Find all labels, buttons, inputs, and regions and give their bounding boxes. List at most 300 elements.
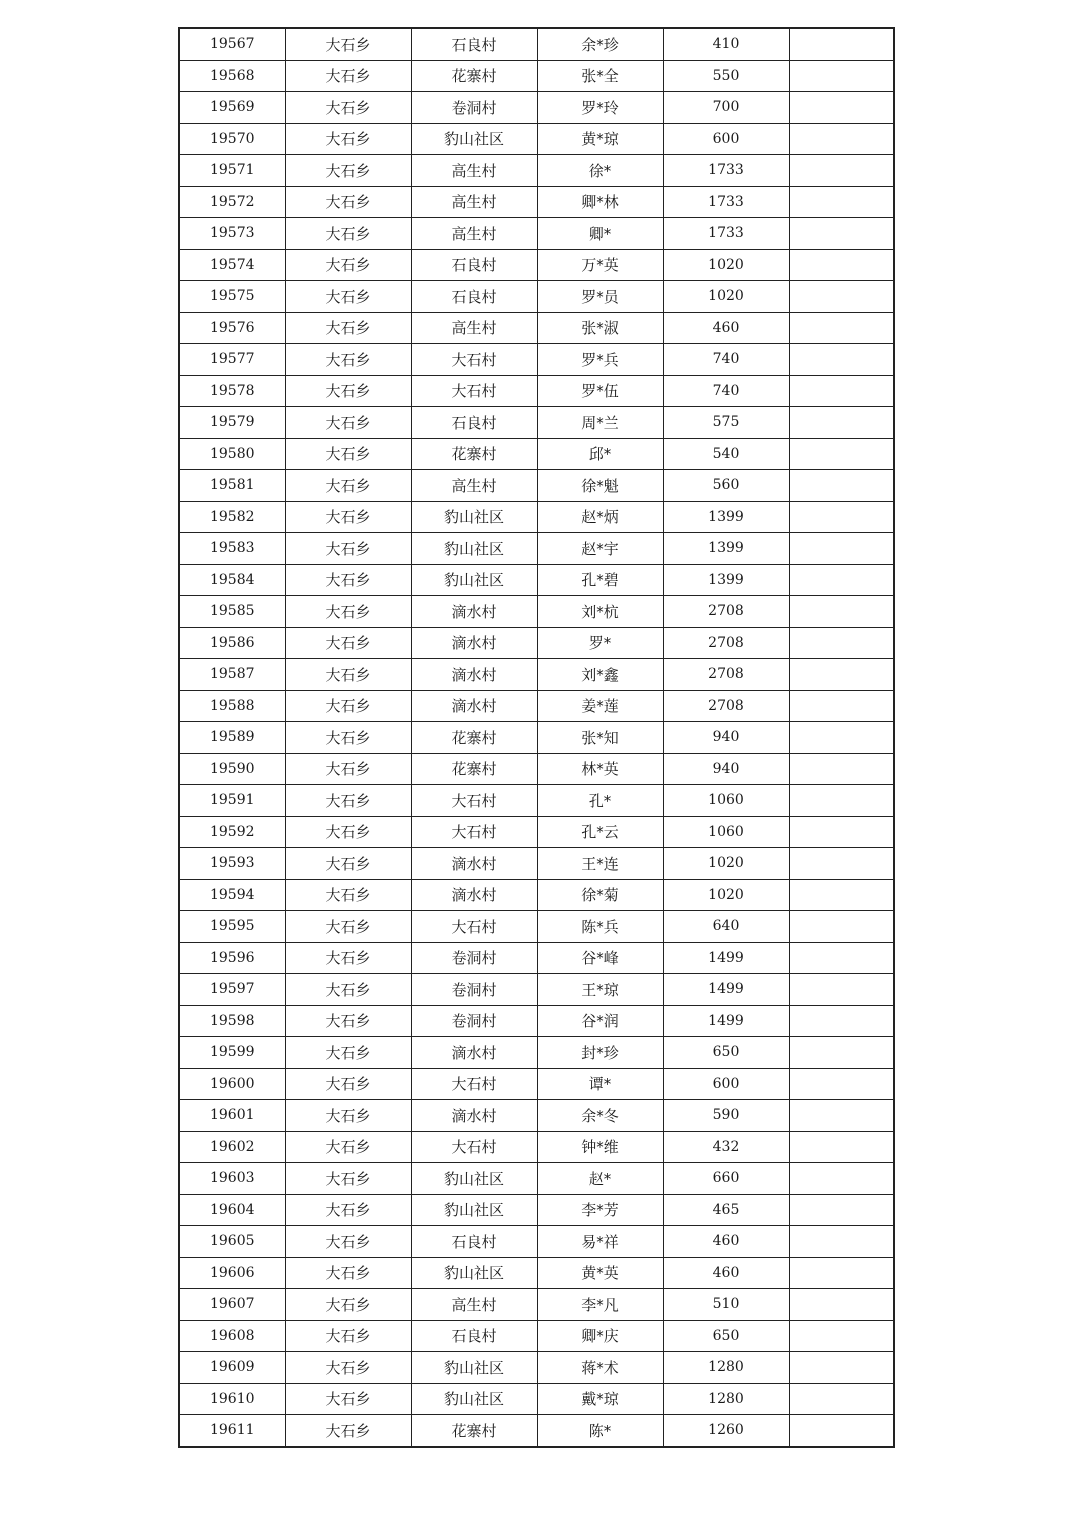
village-cell: 石良村 xyxy=(411,407,537,439)
remarks-cell xyxy=(789,1163,894,1195)
amount-cell: 1020 xyxy=(663,879,789,911)
village-cell: 卷洞村 xyxy=(411,942,537,974)
amount-cell: 1020 xyxy=(663,249,789,281)
table-row xyxy=(179,659,894,691)
serial-number-cell: 19576 xyxy=(179,312,285,344)
table-row xyxy=(179,155,894,187)
name-cell: 黄*英 xyxy=(537,1257,663,1289)
remarks-cell xyxy=(789,1320,894,1352)
name-cell: 谭* xyxy=(537,1068,663,1100)
remarks-cell xyxy=(789,1383,894,1415)
village-cell: 大石村 xyxy=(411,1068,537,1100)
village-cell: 滴水村 xyxy=(411,596,537,628)
serial-number-cell: 19571 xyxy=(179,155,285,187)
serial-number-cell: 19572 xyxy=(179,186,285,218)
amount-cell: 560 xyxy=(663,470,789,502)
table-row xyxy=(179,1100,894,1132)
township-cell: 大石乡 xyxy=(285,1068,411,1100)
remarks-cell xyxy=(789,1194,894,1226)
amount-cell: 940 xyxy=(663,722,789,754)
name-cell: 赵*宇 xyxy=(537,533,663,565)
township-cell: 大石乡 xyxy=(285,218,411,250)
table-row xyxy=(179,1005,894,1037)
table-row xyxy=(179,1352,894,1384)
amount-cell: 1280 xyxy=(663,1352,789,1384)
remarks-cell xyxy=(789,501,894,533)
township-cell: 大石乡 xyxy=(285,974,411,1006)
serial-number-cell: 19591 xyxy=(179,785,285,817)
remarks-cell xyxy=(789,596,894,628)
village-cell: 石良村 xyxy=(411,28,537,60)
village-cell: 滴水村 xyxy=(411,627,537,659)
serial-number-cell: 19587 xyxy=(179,659,285,691)
table-row xyxy=(179,501,894,533)
table-row xyxy=(179,596,894,628)
serial-number-cell: 19573 xyxy=(179,218,285,250)
township-cell: 大石乡 xyxy=(285,1320,411,1352)
serial-number-cell: 19589 xyxy=(179,722,285,754)
village-cell: 大石村 xyxy=(411,911,537,943)
amount-cell: 2708 xyxy=(663,627,789,659)
name-cell: 卿* xyxy=(537,218,663,250)
serial-number-cell: 19602 xyxy=(179,1131,285,1163)
serial-number-cell: 19581 xyxy=(179,470,285,502)
serial-number-cell: 19575 xyxy=(179,281,285,313)
remarks-cell xyxy=(789,533,894,565)
name-cell: 李*芳 xyxy=(537,1194,663,1226)
village-cell: 石良村 xyxy=(411,249,537,281)
serial-number-cell: 19580 xyxy=(179,438,285,470)
amount-cell: 1399 xyxy=(663,564,789,596)
amount-cell: 410 xyxy=(663,28,789,60)
township-cell: 大石乡 xyxy=(285,1005,411,1037)
table-row xyxy=(179,1415,894,1447)
name-cell: 罗*玲 xyxy=(537,92,663,124)
remarks-cell xyxy=(789,470,894,502)
name-cell: 徐*菊 xyxy=(537,879,663,911)
table-row xyxy=(179,1037,894,1069)
name-cell: 罗*伍 xyxy=(537,375,663,407)
serial-number-cell: 19605 xyxy=(179,1226,285,1258)
township-cell: 大石乡 xyxy=(285,596,411,628)
table-body xyxy=(179,28,894,1447)
village-cell: 高生村 xyxy=(411,186,537,218)
township-cell: 大石乡 xyxy=(285,1257,411,1289)
table-row xyxy=(179,312,894,344)
remarks-cell xyxy=(789,974,894,1006)
name-cell: 林*英 xyxy=(537,753,663,785)
township-cell: 大石乡 xyxy=(285,533,411,565)
township-cell: 大石乡 xyxy=(285,816,411,848)
remarks-cell xyxy=(789,1226,894,1258)
table-row xyxy=(179,1163,894,1195)
remarks-cell xyxy=(789,249,894,281)
table-row xyxy=(179,879,894,911)
name-cell: 卿*庆 xyxy=(537,1320,663,1352)
village-cell: 高生村 xyxy=(411,155,537,187)
village-cell: 大石村 xyxy=(411,375,537,407)
township-cell: 大石乡 xyxy=(285,1289,411,1321)
table-row xyxy=(179,690,894,722)
amount-cell: 1060 xyxy=(663,785,789,817)
serial-number-cell: 19569 xyxy=(179,92,285,124)
amount-cell: 590 xyxy=(663,1100,789,1132)
amount-cell: 940 xyxy=(663,753,789,785)
name-cell: 谷*润 xyxy=(537,1005,663,1037)
remarks-cell xyxy=(789,155,894,187)
remarks-cell xyxy=(789,1068,894,1100)
village-cell: 花寨村 xyxy=(411,60,537,92)
serial-number-cell: 19593 xyxy=(179,848,285,880)
remarks-cell xyxy=(789,1131,894,1163)
village-cell: 滴水村 xyxy=(411,848,537,880)
serial-number-cell: 19582 xyxy=(179,501,285,533)
name-cell: 王*琼 xyxy=(537,974,663,1006)
village-cell: 花寨村 xyxy=(411,438,537,470)
name-cell: 卿*林 xyxy=(537,186,663,218)
township-cell: 大石乡 xyxy=(285,407,411,439)
amount-cell: 460 xyxy=(663,1257,789,1289)
table-row xyxy=(179,785,894,817)
amount-cell: 1733 xyxy=(663,218,789,250)
remarks-cell xyxy=(789,1257,894,1289)
amount-cell: 700 xyxy=(663,92,789,124)
remarks-cell xyxy=(789,218,894,250)
table-row xyxy=(179,60,894,92)
table-row xyxy=(179,123,894,155)
township-cell: 大石乡 xyxy=(285,186,411,218)
remarks-cell xyxy=(789,438,894,470)
serial-number-cell: 19585 xyxy=(179,596,285,628)
village-cell: 花寨村 xyxy=(411,1415,537,1447)
remarks-cell xyxy=(789,281,894,313)
amount-cell: 640 xyxy=(663,911,789,943)
remarks-cell xyxy=(789,753,894,785)
township-cell: 大石乡 xyxy=(285,375,411,407)
name-cell: 罗*员 xyxy=(537,281,663,313)
amount-cell: 1499 xyxy=(663,974,789,1006)
village-cell: 卷洞村 xyxy=(411,92,537,124)
amount-cell: 432 xyxy=(663,1131,789,1163)
township-cell: 大石乡 xyxy=(285,564,411,596)
table-row xyxy=(179,407,894,439)
serial-number-cell: 19586 xyxy=(179,627,285,659)
amount-cell: 1280 xyxy=(663,1383,789,1415)
village-cell: 滴水村 xyxy=(411,879,537,911)
township-cell: 大石乡 xyxy=(285,249,411,281)
serial-number-cell: 19568 xyxy=(179,60,285,92)
table-row xyxy=(179,28,894,60)
village-cell: 滴水村 xyxy=(411,659,537,691)
village-cell: 大石村 xyxy=(411,1131,537,1163)
remarks-cell xyxy=(789,879,894,911)
serial-number-cell: 19588 xyxy=(179,690,285,722)
amount-cell: 600 xyxy=(663,123,789,155)
township-cell: 大石乡 xyxy=(285,312,411,344)
amount-cell: 1020 xyxy=(663,848,789,880)
remarks-cell xyxy=(789,690,894,722)
table-row xyxy=(179,1383,894,1415)
amount-cell: 550 xyxy=(663,60,789,92)
amount-cell: 460 xyxy=(663,312,789,344)
township-cell: 大石乡 xyxy=(285,60,411,92)
remarks-cell xyxy=(789,564,894,596)
village-cell: 豹山社区 xyxy=(411,1163,537,1195)
serial-number-cell: 19600 xyxy=(179,1068,285,1100)
township-cell: 大石乡 xyxy=(285,501,411,533)
name-cell: 李*凡 xyxy=(537,1289,663,1321)
name-cell: 罗*兵 xyxy=(537,344,663,376)
name-cell: 谷*峰 xyxy=(537,942,663,974)
township-cell: 大石乡 xyxy=(285,659,411,691)
village-cell: 滴水村 xyxy=(411,690,537,722)
serial-number-cell: 19595 xyxy=(179,911,285,943)
amount-cell: 740 xyxy=(663,375,789,407)
name-cell: 陈* xyxy=(537,1415,663,1447)
village-cell: 石良村 xyxy=(411,1226,537,1258)
village-cell: 石良村 xyxy=(411,281,537,313)
table-row xyxy=(179,627,894,659)
remarks-cell xyxy=(789,60,894,92)
table-row xyxy=(179,942,894,974)
name-cell: 钟*维 xyxy=(537,1131,663,1163)
table-row xyxy=(179,1194,894,1226)
table-row xyxy=(179,722,894,754)
remarks-cell xyxy=(789,186,894,218)
table-row xyxy=(179,911,894,943)
amount-cell: 460 xyxy=(663,1226,789,1258)
village-cell: 豹山社区 xyxy=(411,1352,537,1384)
township-cell: 大石乡 xyxy=(285,438,411,470)
remarks-cell xyxy=(789,92,894,124)
village-cell: 高生村 xyxy=(411,218,537,250)
name-cell: 周*兰 xyxy=(537,407,663,439)
table-row xyxy=(179,281,894,313)
township-cell: 大石乡 xyxy=(285,470,411,502)
name-cell: 陈*兵 xyxy=(537,911,663,943)
name-cell: 孔*云 xyxy=(537,816,663,848)
amount-cell: 510 xyxy=(663,1289,789,1321)
name-cell: 余*冬 xyxy=(537,1100,663,1132)
township-cell: 大石乡 xyxy=(285,281,411,313)
serial-number-cell: 19610 xyxy=(179,1383,285,1415)
remarks-cell xyxy=(789,407,894,439)
data-table xyxy=(178,27,895,1448)
serial-number-cell: 19606 xyxy=(179,1257,285,1289)
name-cell: 黄*琼 xyxy=(537,123,663,155)
name-cell: 余*珍 xyxy=(537,28,663,60)
remarks-cell xyxy=(789,344,894,376)
table-row xyxy=(179,375,894,407)
remarks-cell xyxy=(789,722,894,754)
amount-cell: 740 xyxy=(663,344,789,376)
township-cell: 大石乡 xyxy=(285,911,411,943)
serial-number-cell: 19583 xyxy=(179,533,285,565)
amount-cell: 1499 xyxy=(663,1005,789,1037)
village-cell: 花寨村 xyxy=(411,753,537,785)
township-cell: 大石乡 xyxy=(285,627,411,659)
township-cell: 大石乡 xyxy=(285,879,411,911)
serial-number-cell: 19604 xyxy=(179,1194,285,1226)
village-cell: 石良村 xyxy=(411,1320,537,1352)
table-row xyxy=(179,1226,894,1258)
amount-cell: 1499 xyxy=(663,942,789,974)
village-cell: 花寨村 xyxy=(411,722,537,754)
amount-cell: 600 xyxy=(663,1068,789,1100)
township-cell: 大石乡 xyxy=(285,1383,411,1415)
remarks-cell xyxy=(789,375,894,407)
township-cell: 大石乡 xyxy=(285,1226,411,1258)
name-cell: 王*连 xyxy=(537,848,663,880)
remarks-cell xyxy=(789,659,894,691)
amount-cell: 1733 xyxy=(663,186,789,218)
serial-number-cell: 19603 xyxy=(179,1163,285,1195)
township-cell: 大石乡 xyxy=(285,722,411,754)
township-cell: 大石乡 xyxy=(285,1100,411,1132)
village-cell: 卷洞村 xyxy=(411,1005,537,1037)
serial-number-cell: 19584 xyxy=(179,564,285,596)
name-cell: 孔* xyxy=(537,785,663,817)
remarks-cell xyxy=(789,1100,894,1132)
serial-number-cell: 19570 xyxy=(179,123,285,155)
table-row xyxy=(179,753,894,785)
township-cell: 大石乡 xyxy=(285,785,411,817)
name-cell: 封*珍 xyxy=(537,1037,663,1069)
amount-cell: 1060 xyxy=(663,816,789,848)
remarks-cell xyxy=(789,1352,894,1384)
amount-cell: 1260 xyxy=(663,1415,789,1447)
village-cell: 豹山社区 xyxy=(411,1257,537,1289)
remarks-cell xyxy=(789,28,894,60)
table-row xyxy=(179,533,894,565)
amount-cell: 1733 xyxy=(663,155,789,187)
table-row xyxy=(179,92,894,124)
village-cell: 豹山社区 xyxy=(411,123,537,155)
village-cell: 高生村 xyxy=(411,1289,537,1321)
amount-cell: 540 xyxy=(663,438,789,470)
serial-number-cell: 19611 xyxy=(179,1415,285,1447)
table-row xyxy=(179,1257,894,1289)
remarks-cell xyxy=(789,911,894,943)
serial-number-cell: 19594 xyxy=(179,879,285,911)
township-cell: 大石乡 xyxy=(285,92,411,124)
remarks-cell xyxy=(789,123,894,155)
remarks-cell xyxy=(789,312,894,344)
name-cell: 邱* xyxy=(537,438,663,470)
remarks-cell xyxy=(789,1037,894,1069)
remarks-cell xyxy=(789,785,894,817)
serial-number-cell: 19608 xyxy=(179,1320,285,1352)
township-cell: 大石乡 xyxy=(285,690,411,722)
township-cell: 大石乡 xyxy=(285,1194,411,1226)
serial-number-cell: 19592 xyxy=(179,816,285,848)
village-cell: 高生村 xyxy=(411,312,537,344)
remarks-cell xyxy=(789,1289,894,1321)
serial-number-cell: 19596 xyxy=(179,942,285,974)
village-cell: 豹山社区 xyxy=(411,1194,537,1226)
name-cell: 徐*魁 xyxy=(537,470,663,502)
table-row xyxy=(179,438,894,470)
table-row xyxy=(179,470,894,502)
serial-number-cell: 19590 xyxy=(179,753,285,785)
table-row xyxy=(179,974,894,1006)
serial-number-cell: 19609 xyxy=(179,1352,285,1384)
table-row xyxy=(179,564,894,596)
table-row xyxy=(179,218,894,250)
table-row xyxy=(179,1131,894,1163)
table-row xyxy=(179,344,894,376)
township-cell: 大石乡 xyxy=(285,942,411,974)
name-cell: 罗* xyxy=(537,627,663,659)
township-cell: 大石乡 xyxy=(285,1415,411,1447)
village-cell: 大石村 xyxy=(411,785,537,817)
serial-number-cell: 19574 xyxy=(179,249,285,281)
name-cell: 孔*碧 xyxy=(537,564,663,596)
serial-number-cell: 19599 xyxy=(179,1037,285,1069)
amount-cell: 575 xyxy=(663,407,789,439)
name-cell: 戴*琼 xyxy=(537,1383,663,1415)
serial-number-cell: 19579 xyxy=(179,407,285,439)
township-cell: 大石乡 xyxy=(285,1131,411,1163)
village-cell: 大石村 xyxy=(411,816,537,848)
township-cell: 大石乡 xyxy=(285,1352,411,1384)
serial-number-cell: 19601 xyxy=(179,1100,285,1132)
name-cell: 徐* xyxy=(537,155,663,187)
amount-cell: 2708 xyxy=(663,596,789,628)
name-cell: 张*淑 xyxy=(537,312,663,344)
township-cell: 大石乡 xyxy=(285,1037,411,1069)
name-cell: 赵*炳 xyxy=(537,501,663,533)
serial-number-cell: 19607 xyxy=(179,1289,285,1321)
amount-cell: 1020 xyxy=(663,281,789,313)
village-cell: 卷洞村 xyxy=(411,974,537,1006)
remarks-cell xyxy=(789,1005,894,1037)
amount-cell: 650 xyxy=(663,1037,789,1069)
township-cell: 大石乡 xyxy=(285,1163,411,1195)
remarks-cell xyxy=(789,627,894,659)
name-cell: 万*英 xyxy=(537,249,663,281)
township-cell: 大石乡 xyxy=(285,753,411,785)
amount-cell: 660 xyxy=(663,1163,789,1195)
serial-number-cell: 19567 xyxy=(179,28,285,60)
village-cell: 滴水村 xyxy=(411,1037,537,1069)
township-cell: 大石乡 xyxy=(285,123,411,155)
serial-number-cell: 19598 xyxy=(179,1005,285,1037)
name-cell: 刘*杭 xyxy=(537,596,663,628)
village-cell: 豹山社区 xyxy=(411,1383,537,1415)
amount-cell: 1399 xyxy=(663,501,789,533)
table-row xyxy=(179,249,894,281)
village-cell: 高生村 xyxy=(411,470,537,502)
village-cell: 豹山社区 xyxy=(411,501,537,533)
name-cell: 张*全 xyxy=(537,60,663,92)
village-cell: 豹山社区 xyxy=(411,533,537,565)
remarks-cell xyxy=(789,942,894,974)
amount-cell: 650 xyxy=(663,1320,789,1352)
name-cell: 蒋*术 xyxy=(537,1352,663,1384)
remarks-cell xyxy=(789,816,894,848)
table-row xyxy=(179,186,894,218)
village-cell: 豹山社区 xyxy=(411,564,537,596)
remarks-cell xyxy=(789,1415,894,1447)
amount-cell: 2708 xyxy=(663,690,789,722)
table-row xyxy=(179,848,894,880)
table-row xyxy=(179,816,894,848)
village-cell: 大石村 xyxy=(411,344,537,376)
table-row xyxy=(179,1289,894,1321)
township-cell: 大石乡 xyxy=(285,848,411,880)
name-cell: 张*知 xyxy=(537,722,663,754)
